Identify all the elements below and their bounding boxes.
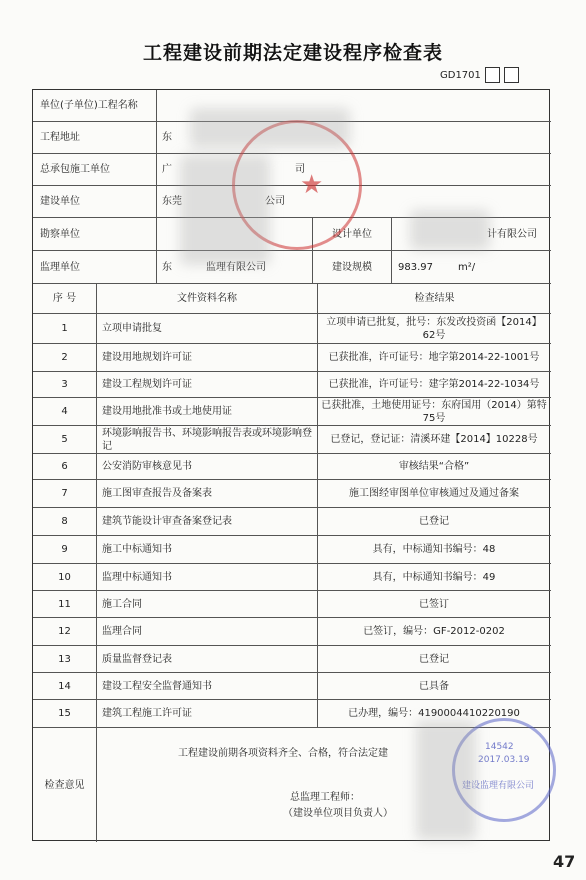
row-document: 施工中标通知书 [102, 544, 172, 555]
row-result: 已登记，登记证：清溪环建【2014】10228号 [330, 434, 538, 445]
seal-date: 2017.03.19 [478, 755, 530, 765]
row-index: 13 [58, 653, 71, 665]
col-line [96, 283, 97, 727]
chief-supervisor-label: 总监理工程师： [290, 791, 360, 803]
row-document: 建设工程安全监督通知书 [102, 680, 212, 692]
col-line [156, 90, 157, 283]
row-index: 8 [61, 516, 68, 527]
code-box-2 [504, 67, 519, 83]
row-index: 12 [58, 626, 71, 637]
row-index: 5 [61, 434, 68, 445]
row-result: 施工图经审图单位审核通过及通过备案 [349, 488, 519, 499]
code-box-1 [485, 67, 500, 83]
row-document: 建设用地批准书或土地使用证 [102, 406, 232, 417]
row-document: 建筑节能设计审查备案登记表 [102, 516, 232, 527]
label-project-address: 工程地址 [40, 132, 80, 143]
row-document: 施工合同 [102, 598, 142, 610]
label-project-name: 单位(子单位)工程名称 [40, 100, 138, 111]
row-document: 建设工程规划许可证 [102, 379, 192, 390]
value-project-address: 东 [162, 132, 172, 143]
value-supervision-unit-suffix: 监理有限公司 [206, 261, 266, 273]
seal-star: ★ [300, 170, 324, 200]
form-code [440, 67, 519, 83]
row-result: 已办理，编号：4190004410220190 [348, 708, 520, 719]
row-index: 11 [58, 598, 71, 610]
row-index: 3 [61, 379, 68, 390]
row-document: 监理中标通知书 [102, 571, 172, 583]
col-line [391, 217, 392, 283]
opinion-text: 工程建设前期各项资料齐全、合格，符合法定建 [178, 747, 388, 759]
row-document: 建设用地规划许可证 [102, 352, 192, 363]
label-survey-unit: 勘察单位 [40, 228, 80, 240]
row-index: 1 [61, 323, 68, 334]
value-design-unit: 计有限公司 [487, 228, 537, 240]
row-index: 7 [61, 488, 68, 499]
value-general-contractor: 广 [162, 164, 172, 175]
row-document: 质量监督登记表 [102, 653, 172, 665]
header-result: 检查结果 [414, 293, 455, 304]
value-scale: 983.97 [398, 261, 433, 273]
row-result: 已获批准，许可证号：建字第2014-22-1034号 [328, 379, 540, 390]
page-number: 47 [553, 852, 576, 871]
row-result: 已获批准，土地使用证号：东府国用（2014）第特75号 [321, 399, 547, 424]
header-index: 序 号 [52, 293, 77, 304]
row-result: 已登记 [419, 516, 449, 527]
label-scale: 建设规模 [332, 261, 372, 273]
row-index: 15 [58, 708, 71, 719]
row-result: 具有，中标通知书编号：49 [372, 571, 496, 583]
label-construction-unit: 建设单位 [40, 196, 80, 207]
row-index: 14 [58, 680, 71, 692]
header-docs: 文件资料名称 [177, 293, 237, 304]
row-document: 公安消防审核意见书 [102, 461, 192, 472]
col-line [317, 283, 318, 727]
row-document: 建筑工程施工许可证 [102, 708, 192, 719]
opinion-label: 检查意见 [44, 779, 85, 791]
redaction [190, 108, 350, 148]
label-general-contractor: 总承包施工单位 [40, 164, 110, 175]
row-result: 已签订，编号：GF-2012-0202 [363, 626, 505, 637]
label-design-unit: 设计单位 [332, 228, 372, 240]
row-document: 环境影响报告书、环境影响报告表或环境影响登记 [102, 427, 312, 452]
row-index: 4 [61, 406, 68, 417]
row-result: 已获批准，许可证号：地字第2014-22-1001号 [328, 352, 540, 363]
row-document: 施工图审查报告及备案表 [102, 488, 212, 499]
row-index: 6 [61, 461, 68, 472]
value-construction-unit: 东莞 [162, 196, 182, 207]
owner-rep-label: （建设单位项目负责人） [283, 807, 393, 819]
row-index: 2 [61, 352, 68, 363]
row-result: 已签订 [419, 598, 449, 610]
row-result: 审核结果“合格” [398, 461, 470, 472]
row-result: 已具备 [419, 680, 449, 692]
redaction [180, 155, 270, 265]
row-result: 具有，中标通知书编号：48 [372, 544, 496, 555]
row-document: 监理合同 [102, 626, 142, 637]
value-scale-unit: m²/ [458, 261, 476, 273]
seal-number: 14542 [485, 742, 514, 752]
seal-company-name: 建设监理有限公司 [462, 781, 535, 791]
redaction [416, 720, 476, 840]
col-line [96, 727, 97, 842]
redaction [410, 210, 490, 250]
row-index: 10 [58, 571, 71, 583]
row-result: 已登记 [419, 653, 449, 665]
form-code-text: GD1701 [440, 69, 481, 81]
row-index: 9 [61, 544, 68, 555]
label-supervision-unit: 监理单位 [40, 261, 80, 273]
row-document: 立项申请批复 [102, 323, 162, 334]
value-supervision-unit: 东 [162, 261, 172, 273]
row-result: 立项申请已批复，批号：东发改投资函【2014】62号 [326, 316, 542, 341]
value-general-contractor-suffix: 司 [295, 164, 305, 175]
page-title: 工程建设前期法定建设程序检查表 [142, 42, 443, 64]
value-construction-unit-suffix: 公司 [265, 196, 285, 207]
